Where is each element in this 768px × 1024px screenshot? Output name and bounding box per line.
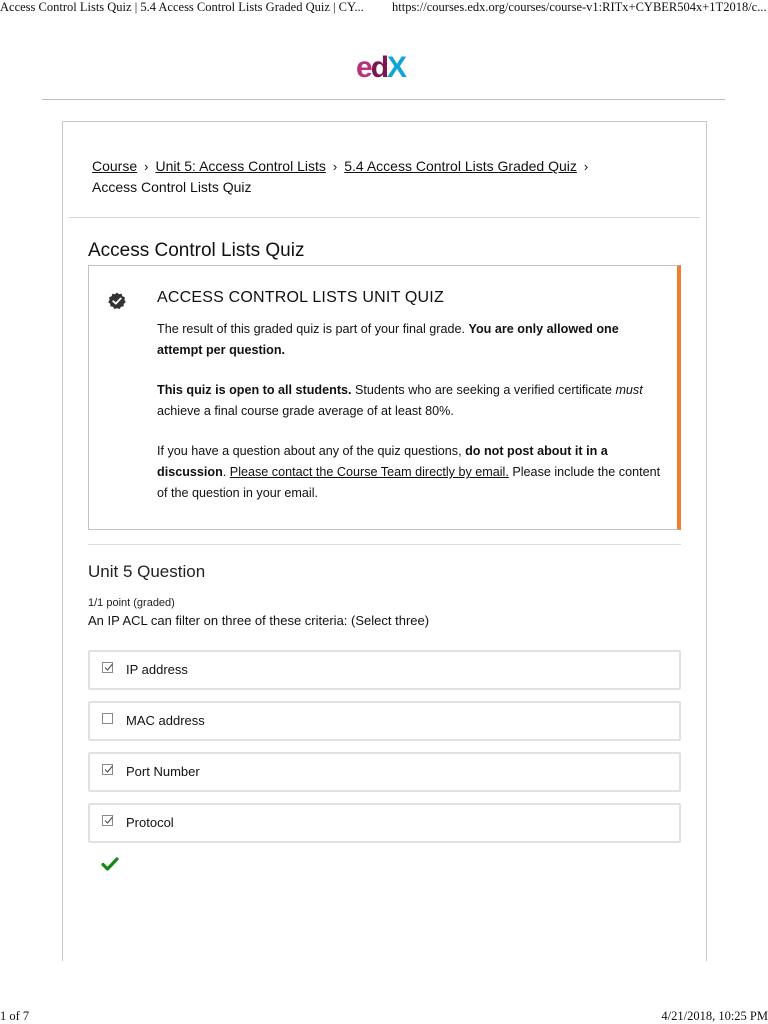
page-title: Access Control Lists Quiz [88, 240, 305, 261]
checkbox-checked[interactable] [102, 662, 113, 673]
page-count: 1 of 7 [0, 1009, 30, 1023]
breadcrumb-course[interactable]: Course [92, 158, 138, 174]
choice-mac-address[interactable] [88, 701, 681, 741]
print-page-url: https://courses.edx.org/courses/course-v1:RITx+CYBER504x+1T2018/c... [392, 0, 767, 14]
checkbox-checked[interactable] [102, 764, 113, 775]
choice-label: Port Number [126, 764, 200, 779]
choice-label: MAC address [126, 713, 205, 728]
breadcrumb-divider [69, 217, 700, 218]
chevron-right-icon: › [583, 159, 589, 174]
quiz-notice [88, 265, 681, 530]
choice-ip-address[interactable] [88, 650, 681, 690]
breadcrumb-current: Access Control Lists Quiz [92, 179, 252, 195]
breadcrumb-subsection[interactable]: 5.4 Access Control Lists Graded Quiz [344, 158, 577, 174]
question-prompt: An IP ACL can filter on three of these criteria: (Select three) [88, 613, 430, 628]
question-points: 1/1 point (graded) [88, 597, 175, 609]
choice-label: IP address [126, 662, 188, 677]
notice-paragraph-open: This quiz is open to all students. Students who are seeking a verified certificate must achieve a final course grade average of at least 80%. [157, 383, 643, 418]
breadcrumb-unit[interactable]: Unit 5: Access Control Lists [155, 158, 326, 174]
choice-protocol[interactable] [88, 803, 681, 843]
print-footer [0, 1009, 768, 1024]
question-title: Unit 5 Question [88, 562, 206, 581]
edx-logo[interactable]: edX [356, 51, 406, 84]
notice-paragraph-contact: If you have a question about any of the quiz questions, do not post about it in a discussion. Please contact the Course Team directly by email. Please include the content of the question in your email. [157, 444, 661, 500]
choice-label: Protocol [126, 815, 174, 830]
checkbox-unchecked[interactable] [102, 713, 113, 724]
header-divider [42, 99, 725, 100]
checkbox-checked[interactable] [102, 815, 113, 826]
chevron-right-icon: › [144, 159, 149, 174]
notice-heading: ACCESS CONTROL LISTS UNIT QUIZ [157, 289, 444, 306]
check-badge-icon [108, 292, 126, 310]
contact-course-team-link[interactable]: Please contact the Course Team directly by email. [229, 465, 509, 479]
chevron-right-icon: › [332, 159, 338, 174]
notice-body [157, 319, 662, 523]
print-page-title: Access Control Lists Quiz | 5.4 Access Control Lists Graded Quiz | CY... [0, 0, 364, 14]
question-divider [88, 544, 681, 545]
notice-paragraph-grade: The result of this graded quiz is part of your final grade. You are only allowed one attempt per question. [157, 322, 619, 357]
checkmark-icon [101, 856, 119, 872]
print-timestamp: 4/21/2018, 10:25 PM [661, 1009, 768, 1023]
choice-port-number[interactable] [88, 752, 681, 792]
print-header [0, 0, 768, 16]
breadcrumb [92, 156, 652, 198]
